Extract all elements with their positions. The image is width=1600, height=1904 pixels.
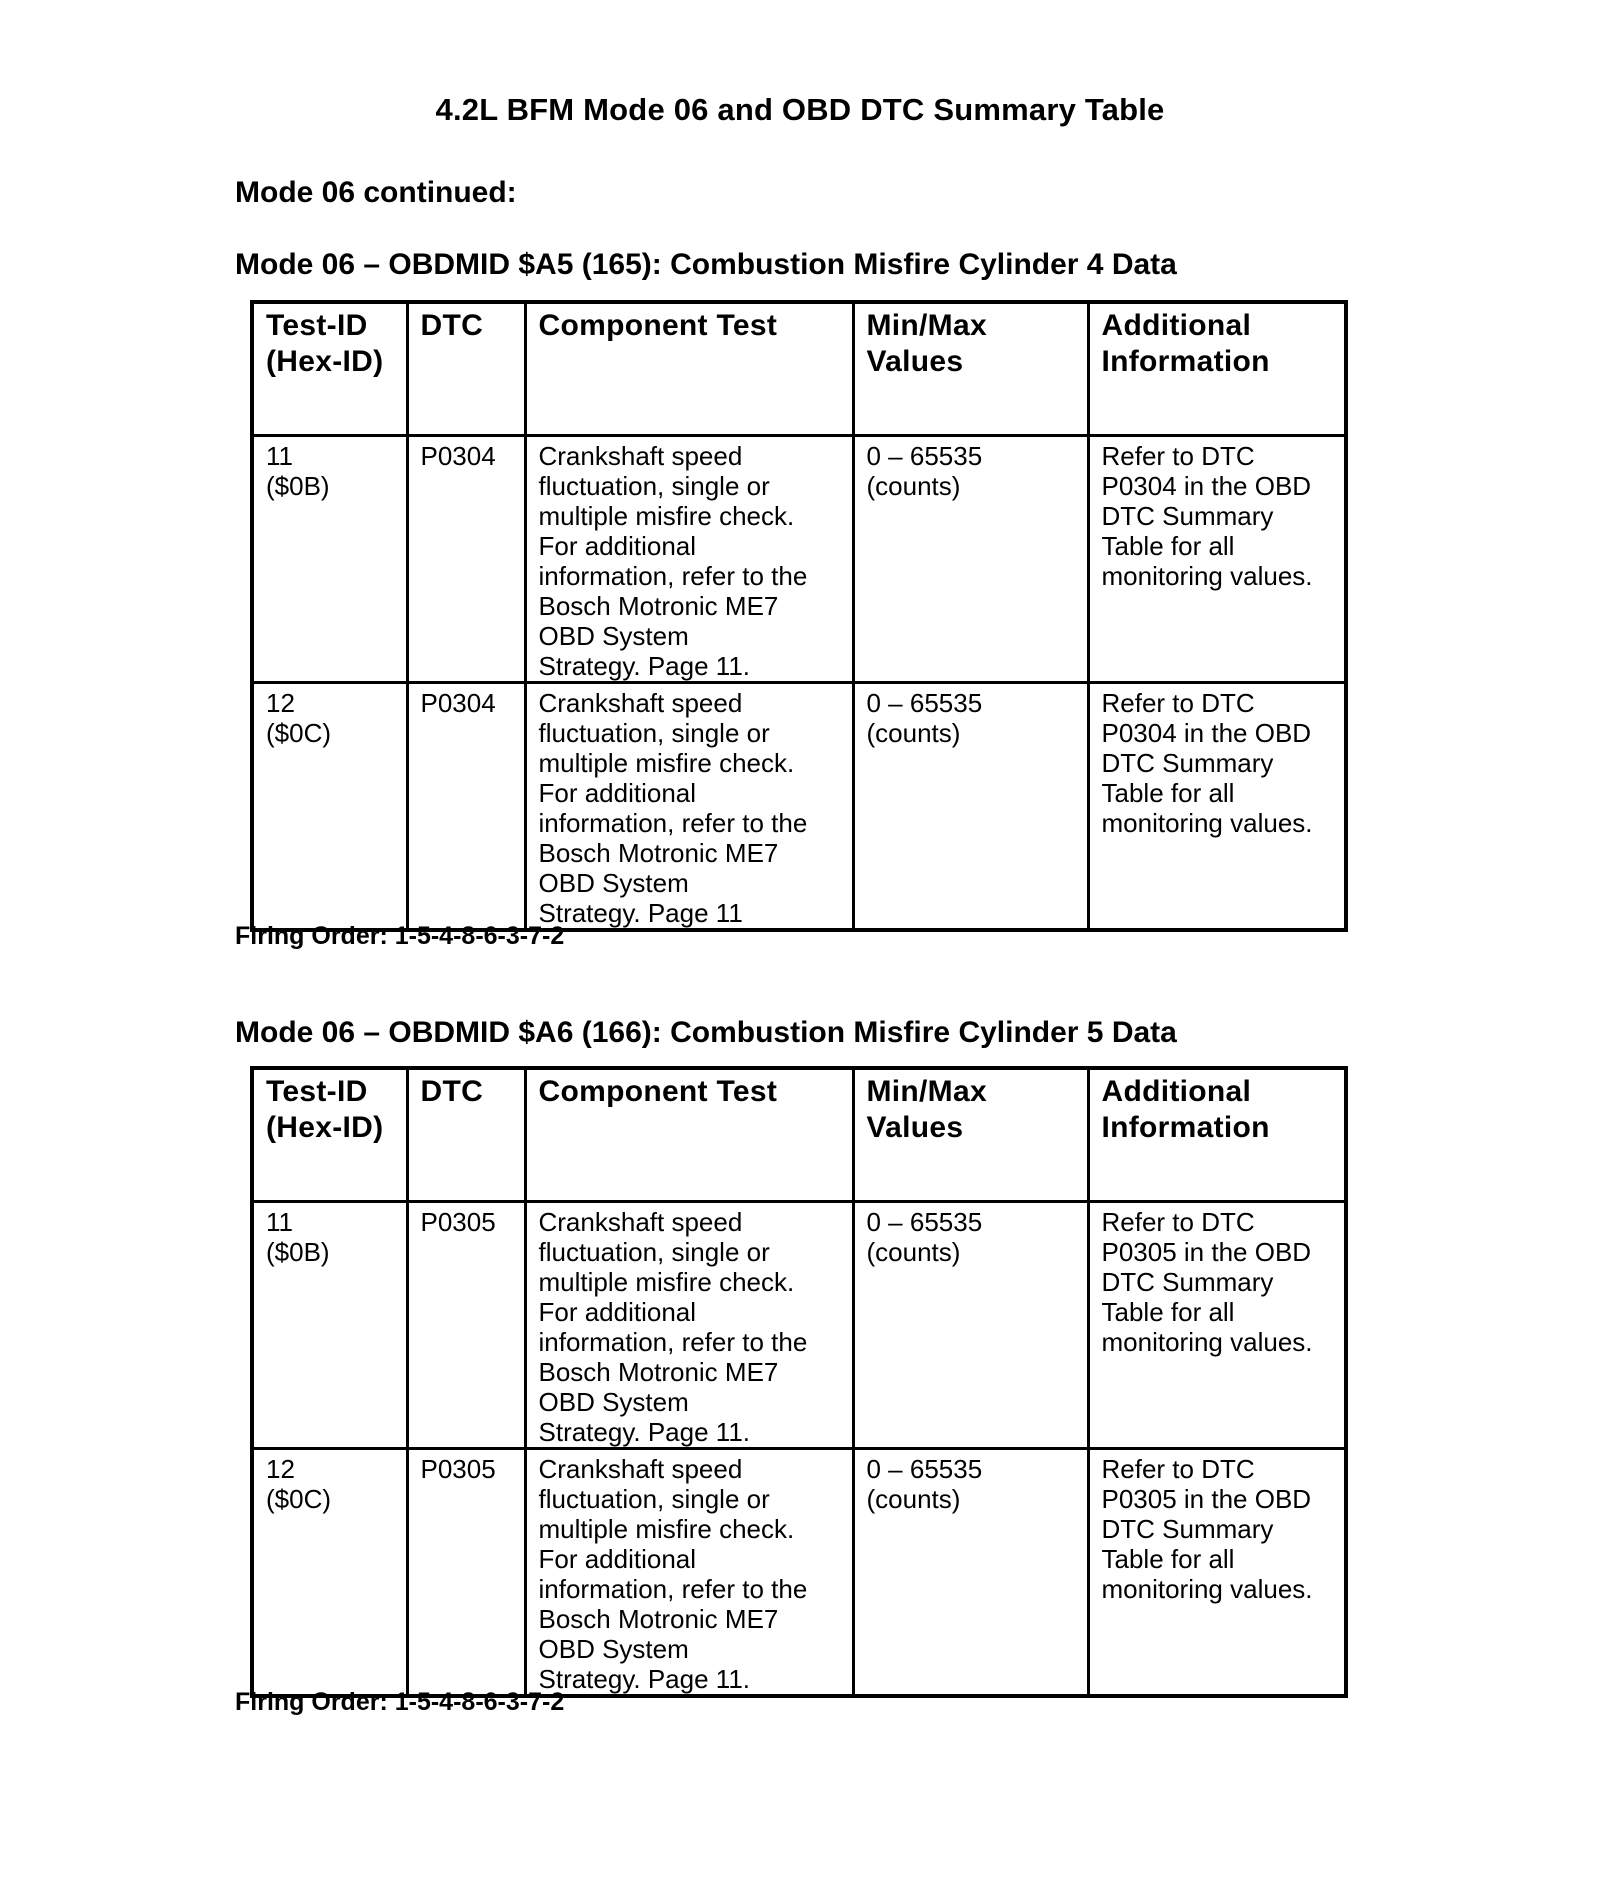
cell-line: ($0B) (266, 471, 330, 501)
header-line: Additional (1101, 309, 1252, 342)
header-min-max (853, 1068, 1088, 1202)
cell-line: Refer to DTC (1101, 1207, 1255, 1237)
table-row (252, 683, 1346, 931)
cell-line: Table for all (1101, 778, 1235, 808)
cell-line: fluctuation, single or (538, 1237, 770, 1267)
table-row (252, 1449, 1346, 1697)
cell-line: Table for all (1101, 1544, 1235, 1574)
cell-line: (counts) (866, 1237, 961, 1267)
cell-line: Bosch Motronic ME7 (538, 838, 779, 868)
cell-line: Strategy. Page 11. (538, 1664, 751, 1694)
cell-line: DTC Summary (1101, 1267, 1274, 1297)
header-line: Min/Max (866, 1075, 987, 1108)
header-component-test (525, 1068, 853, 1202)
header-test-id (252, 302, 407, 436)
cell-line: (counts) (866, 471, 961, 501)
cell-min-max (853, 683, 1088, 931)
cell-line: ($0C) (266, 1484, 332, 1514)
header-additional-info (1088, 1068, 1346, 1202)
cell-dtc (407, 436, 525, 683)
cell-line: P0305 in the OBD (1101, 1237, 1312, 1267)
cell-additional-info (1088, 1449, 1346, 1697)
cell-line: Table for all (1101, 1297, 1235, 1327)
table-cylinder-5 (250, 1066, 1348, 1698)
table-cylinder-4 (250, 300, 1348, 932)
cell-line: Table for all (1101, 531, 1235, 561)
header-line: DTC (420, 309, 484, 342)
cell-line: information, refer to the (538, 561, 808, 591)
page-title: 4.2L BFM Mode 06 and OBD DTC Summary Table (435, 92, 1165, 127)
cell-min-max (853, 1202, 1088, 1449)
cell-line: 12 (266, 1454, 295, 1484)
cell-additional-info (1088, 1202, 1346, 1449)
cell-line: P0304 in the OBD (1101, 718, 1312, 748)
cell-line: fluctuation, single or (538, 1484, 770, 1514)
cell-line: 11 (266, 1207, 293, 1237)
cell-line: Crankshaft speed (538, 1454, 743, 1484)
header-line: DTC (420, 1075, 484, 1108)
cell-component-test (525, 436, 853, 683)
cell-line: Strategy. Page 11. (538, 1417, 751, 1447)
cell-line: monitoring values. (1101, 561, 1313, 591)
header-additional-info (1088, 302, 1346, 436)
header-dtc (407, 302, 525, 436)
cell-line: For additional (538, 1544, 697, 1574)
cell-line: OBD System (538, 1634, 689, 1664)
cell-line: 11 (266, 441, 293, 471)
cell-line: (counts) (866, 718, 961, 748)
cell-line: Bosch Motronic ME7 (538, 591, 779, 621)
cell-additional-info (1088, 683, 1346, 931)
cell-additional-info (1088, 436, 1346, 683)
cell-line: monitoring values. (1101, 1574, 1313, 1604)
header-line: (Hex-ID) (266, 345, 384, 378)
footnote-firing-order: Firing Order: 1-5-4-8-6-3-7-2 (235, 922, 565, 950)
cell-component-test (525, 1202, 853, 1449)
table-row (252, 436, 1346, 683)
cell-line: P0305 (420, 1207, 496, 1237)
cell-line: Refer to DTC (1101, 441, 1255, 471)
cell-line: For additional (538, 778, 697, 808)
cell-line: information, refer to the (538, 808, 808, 838)
header-line: Test-ID (266, 1075, 368, 1108)
header-line: Min/Max (866, 309, 987, 342)
cell-line: monitoring values. (1101, 1327, 1313, 1357)
section-heading-cylinder-5: Mode 06 – OBDMID $A6 (166): Combustion Misfire Cylinder 5 Data (235, 1016, 1177, 1049)
cell-line: Refer to DTC (1101, 1454, 1255, 1484)
header-line: Information (1101, 1111, 1270, 1144)
header-min-max (853, 302, 1088, 436)
cell-line: Strategy. Page 11. (538, 651, 751, 681)
table-row (252, 1202, 1346, 1449)
cell-test-id (252, 436, 407, 683)
header-line: (Hex-ID) (266, 1111, 384, 1144)
cell-line: 0 – 65535 (866, 1207, 983, 1237)
cell-line: multiple misfire check. (538, 501, 795, 531)
cell-line: P0304 (420, 441, 496, 471)
cell-line: DTC Summary (1101, 501, 1274, 531)
cell-test-id (252, 1449, 407, 1697)
cell-line: Crankshaft speed (538, 688, 743, 718)
header-line: Values (866, 1111, 964, 1144)
cell-line: DTC Summary (1101, 1514, 1274, 1544)
cell-line: For additional (538, 1297, 697, 1327)
cell-line: (counts) (866, 1484, 961, 1514)
section-heading-cylinder-4: Mode 06 – OBDMID $A5 (165): Combustion Misfire Cylinder 4 Data (235, 248, 1177, 281)
cell-line: ($0C) (266, 718, 332, 748)
cell-line: 0 – 65535 (866, 688, 983, 718)
cell-line: OBD System (538, 868, 689, 898)
cell-line: Strategy. Page 11 (538, 898, 743, 928)
cell-line: P0304 in the OBD (1101, 471, 1312, 501)
cell-line: Bosch Motronic ME7 (538, 1357, 779, 1387)
cell-line: monitoring values. (1101, 808, 1313, 838)
cell-line: Crankshaft speed (538, 1207, 743, 1237)
cell-line: Refer to DTC (1101, 688, 1255, 718)
cell-line: OBD System (538, 1387, 689, 1417)
cell-line: OBD System (538, 621, 689, 651)
header-row (252, 1068, 1346, 1202)
cell-line: multiple misfire check. (538, 1514, 795, 1544)
cell-line: Bosch Motronic ME7 (538, 1604, 779, 1634)
header-line: Component Test (538, 309, 778, 342)
cell-line: 0 – 65535 (866, 1454, 983, 1484)
cell-line: DTC Summary (1101, 748, 1274, 778)
cell-line: multiple misfire check. (538, 748, 795, 778)
cell-dtc (407, 1449, 525, 1697)
subtitle: Mode 06 continued: (235, 176, 517, 209)
cell-line: fluctuation, single or (538, 471, 770, 501)
cell-dtc (407, 683, 525, 931)
header-test-id (252, 1068, 407, 1202)
header-dtc (407, 1068, 525, 1202)
header-line: Component Test (538, 1075, 778, 1108)
cell-line: fluctuation, single or (538, 718, 770, 748)
cell-line: information, refer to the (538, 1574, 808, 1604)
cell-line: 0 – 65535 (866, 441, 983, 471)
cell-test-id (252, 1202, 407, 1449)
cell-component-test (525, 683, 853, 931)
cell-dtc (407, 1202, 525, 1449)
cell-line: Crankshaft speed (538, 441, 743, 471)
header-row (252, 302, 1346, 436)
header-component-test (525, 302, 853, 436)
cell-line: information, refer to the (538, 1327, 808, 1357)
cell-line: P0304 (420, 688, 496, 718)
cell-test-id (252, 683, 407, 931)
cell-line: 12 (266, 688, 295, 718)
cell-line: ($0B) (266, 1237, 330, 1267)
header-line: Values (866, 345, 964, 378)
cell-component-test (525, 1449, 853, 1697)
cell-min-max (853, 436, 1088, 683)
cell-line: P0305 in the OBD (1101, 1484, 1312, 1514)
cell-line: P0305 (420, 1454, 496, 1484)
header-line: Test-ID (266, 309, 368, 342)
header-line: Information (1101, 345, 1270, 378)
cell-min-max (853, 1449, 1088, 1697)
header-line: Additional (1101, 1075, 1252, 1108)
footnote-firing-order: Firing Order: 1-5-4-8-6-3-7-2 (235, 1688, 565, 1716)
cell-line: multiple misfire check. (538, 1267, 795, 1297)
cell-line: For additional (538, 531, 697, 561)
